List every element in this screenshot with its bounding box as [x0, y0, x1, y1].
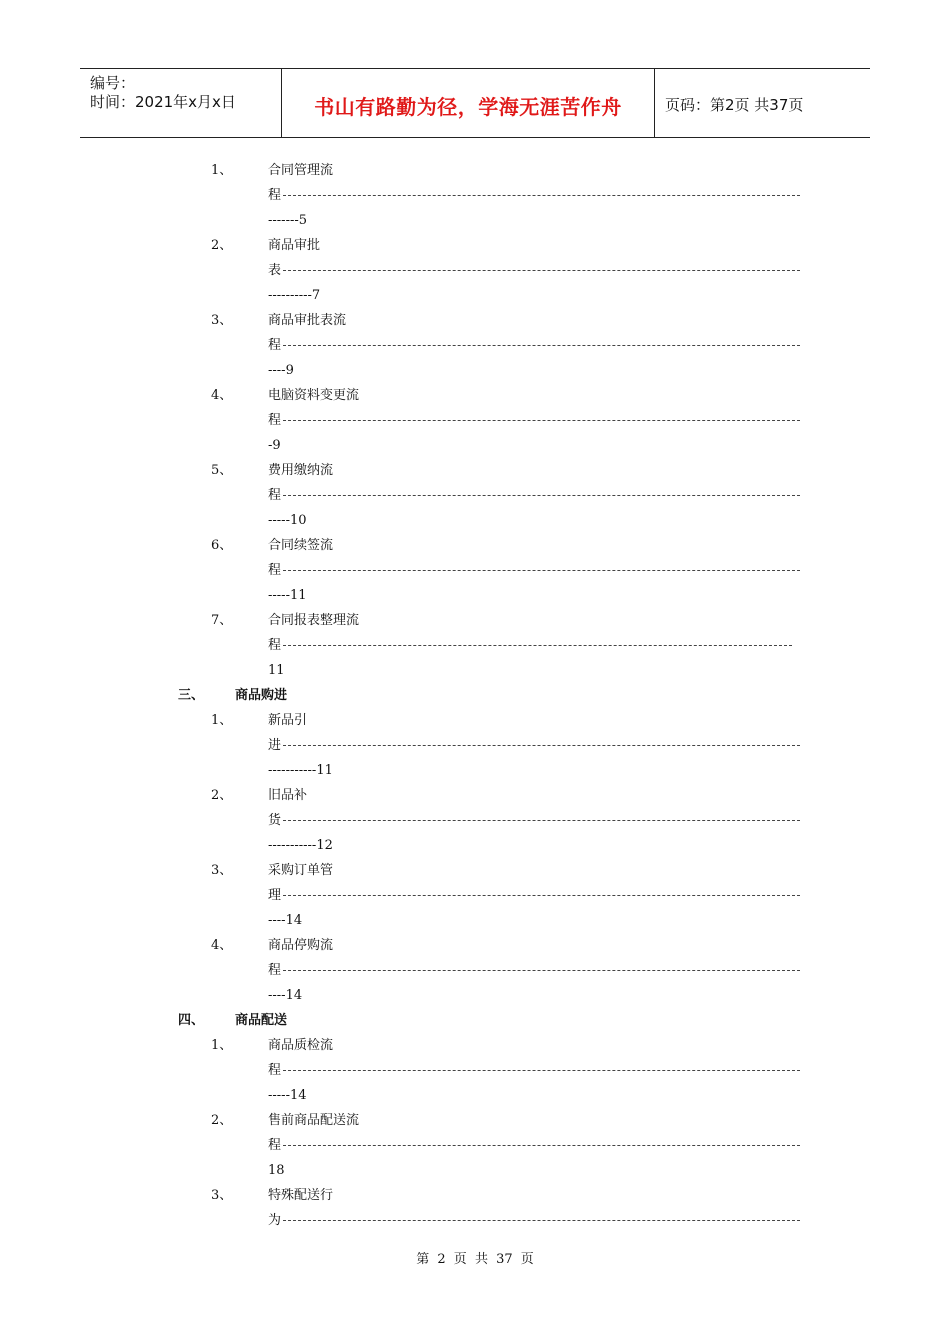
toc-item-number: 4、: [211, 388, 233, 403]
header-left-cell: [80, 69, 282, 137]
toc-item-title-continuation: 程: [268, 338, 282, 353]
footer-text-4: 页: [520, 1252, 534, 1267]
toc-dash-leader: [283, 645, 792, 646]
toc-item-title[interactable]: 商品停购流: [268, 938, 334, 953]
toc-section-heading: 商品购进: [235, 688, 288, 703]
toc-item-number: 6、: [211, 538, 233, 553]
toc-dash-leader: [283, 1070, 800, 1071]
toc-item-leader-row: [268, 738, 800, 754]
toc-item-title-continuation: 程: [268, 413, 282, 428]
toc-item-title[interactable]: 电脑资料变更流: [268, 388, 360, 403]
toc-item-leader-row: [268, 563, 800, 579]
toc-item-title[interactable]: 商品质检流: [268, 1038, 334, 1053]
toc-item-page-number: -----------11: [268, 763, 333, 778]
toc-item-leader-row: [268, 488, 800, 504]
toc-section-number: 三、: [178, 688, 205, 703]
toc-item-title-continuation: 为: [268, 1213, 282, 1228]
toc-item-title[interactable]: 采购订单管: [268, 863, 334, 878]
toc-dash-leader: [283, 970, 800, 971]
toc-item-title-continuation: 货: [268, 813, 282, 828]
toc-item-page-number: -----10: [268, 513, 307, 528]
header-page-cell: [655, 69, 870, 137]
footer-page-number: 2: [437, 1252, 446, 1267]
toc-item-leader-row: [268, 263, 800, 279]
toc-item-number: 3、: [211, 1188, 233, 1203]
document-date-label: 时间：2021年x月x日: [90, 93, 236, 111]
toc-item-leader-row: [268, 188, 800, 204]
toc-item-title-continuation: 程: [268, 488, 282, 503]
toc-item-number: 1、: [211, 163, 233, 178]
toc-item-title[interactable]: 特殊配送行: [268, 1188, 334, 1203]
toc-item-leader-row: [268, 1213, 800, 1229]
toc-dash-leader: [283, 820, 800, 821]
toc-item-page-number: ----9: [268, 363, 294, 378]
toc-dash-leader: [283, 345, 800, 346]
toc-item-title-continuation: 程: [268, 1138, 282, 1153]
toc-section-number: 四、: [178, 1013, 205, 1028]
toc-item-title-continuation: 程: [268, 563, 282, 578]
toc-dash-leader: [283, 195, 800, 196]
toc-item-leader-row: [268, 1063, 800, 1079]
toc-dash-leader: [283, 1145, 800, 1146]
toc-item-title[interactable]: 商品审批: [268, 238, 321, 253]
toc-item-title-continuation: 进: [268, 738, 282, 753]
toc-item-page-number: -9: [268, 438, 281, 453]
toc-item-page-number: 18: [268, 1163, 285, 1178]
toc-dash-leader: [283, 570, 800, 571]
toc-item-title[interactable]: 新品引: [268, 713, 308, 728]
toc-item-title-continuation: 程: [268, 1063, 282, 1078]
toc-dash-leader: [283, 745, 800, 746]
toc-dash-leader: [283, 420, 800, 421]
header-motto: 书山有路勤为径，学海无涯苦作舟: [314, 95, 622, 119]
toc-item-leader-row: [268, 638, 800, 654]
toc-item-title-continuation: 程: [268, 963, 282, 978]
toc-item-leader-row: [268, 413, 800, 429]
toc-item-title[interactable]: 商品审批表流: [268, 313, 347, 328]
toc-item-leader-row: [268, 813, 800, 829]
toc-item-title[interactable]: 费用缴纳流: [268, 463, 334, 478]
toc-item-title[interactable]: 售前商品配送流: [268, 1113, 360, 1128]
toc-item-leader-row: [268, 963, 800, 979]
toc-item-leader-row: [268, 888, 800, 904]
toc-item-title-continuation: 程: [268, 188, 282, 203]
header-motto-cell: [282, 69, 655, 137]
toc-item-number: 7、: [211, 613, 233, 628]
toc-item-title[interactable]: 合同报表整理流: [268, 613, 360, 628]
toc-section-heading: 商品配送: [235, 1013, 288, 1028]
toc-item-number: 1、: [211, 1038, 233, 1053]
toc-item-title[interactable]: 合同管理流: [268, 163, 334, 178]
footer-text-3: 共: [474, 1252, 488, 1267]
footer-text-1: 第: [416, 1252, 430, 1267]
toc-item-page-number: -----14: [268, 1088, 307, 1103]
footer-total-pages: 37: [496, 1252, 513, 1267]
toc-dash-leader: [283, 495, 800, 496]
toc-dash-leader: [283, 895, 800, 896]
toc-item-number: 5、: [211, 463, 233, 478]
toc-item-title-continuation: 表: [268, 263, 282, 278]
header-page-info: 页码：第2页 共37页: [665, 96, 804, 114]
toc-item-number: 2、: [211, 238, 233, 253]
toc-item-title[interactable]: 合同续签流: [268, 538, 334, 553]
toc-dash-leader: [283, 1220, 800, 1221]
page-footer: [0, 1248, 950, 1267]
toc-item-number: 4、: [211, 938, 233, 953]
toc-item-title[interactable]: 旧品补: [268, 788, 308, 803]
footer-text-2: 页: [453, 1252, 467, 1267]
toc-item-page-number: ----------7: [268, 288, 321, 303]
toc-item-number: 3、: [211, 863, 233, 878]
toc-item-page-number: ----14: [268, 988, 303, 1003]
toc-item-number: 1、: [211, 713, 233, 728]
page-header: [80, 68, 870, 138]
toc-item-page-number: -----------12: [268, 838, 333, 853]
toc-item-leader-row: [268, 338, 800, 354]
toc-item-page-number: -------5: [268, 213, 308, 228]
toc-item-number: 3、: [211, 313, 233, 328]
toc-item-page-number: 11: [268, 663, 285, 678]
toc-item-number: 2、: [211, 1113, 233, 1128]
toc-item-title-continuation: 程: [268, 638, 282, 653]
toc-item-page-number: ----14: [268, 913, 303, 928]
toc-item-page-number: -----11: [268, 588, 307, 603]
document-number-label: 编号：: [90, 74, 136, 92]
toc-item-number: 2、: [211, 788, 233, 803]
toc-item-leader-row: [268, 1138, 800, 1154]
toc-item-title-continuation: 理: [268, 888, 282, 903]
toc-dash-leader: [283, 270, 800, 271]
